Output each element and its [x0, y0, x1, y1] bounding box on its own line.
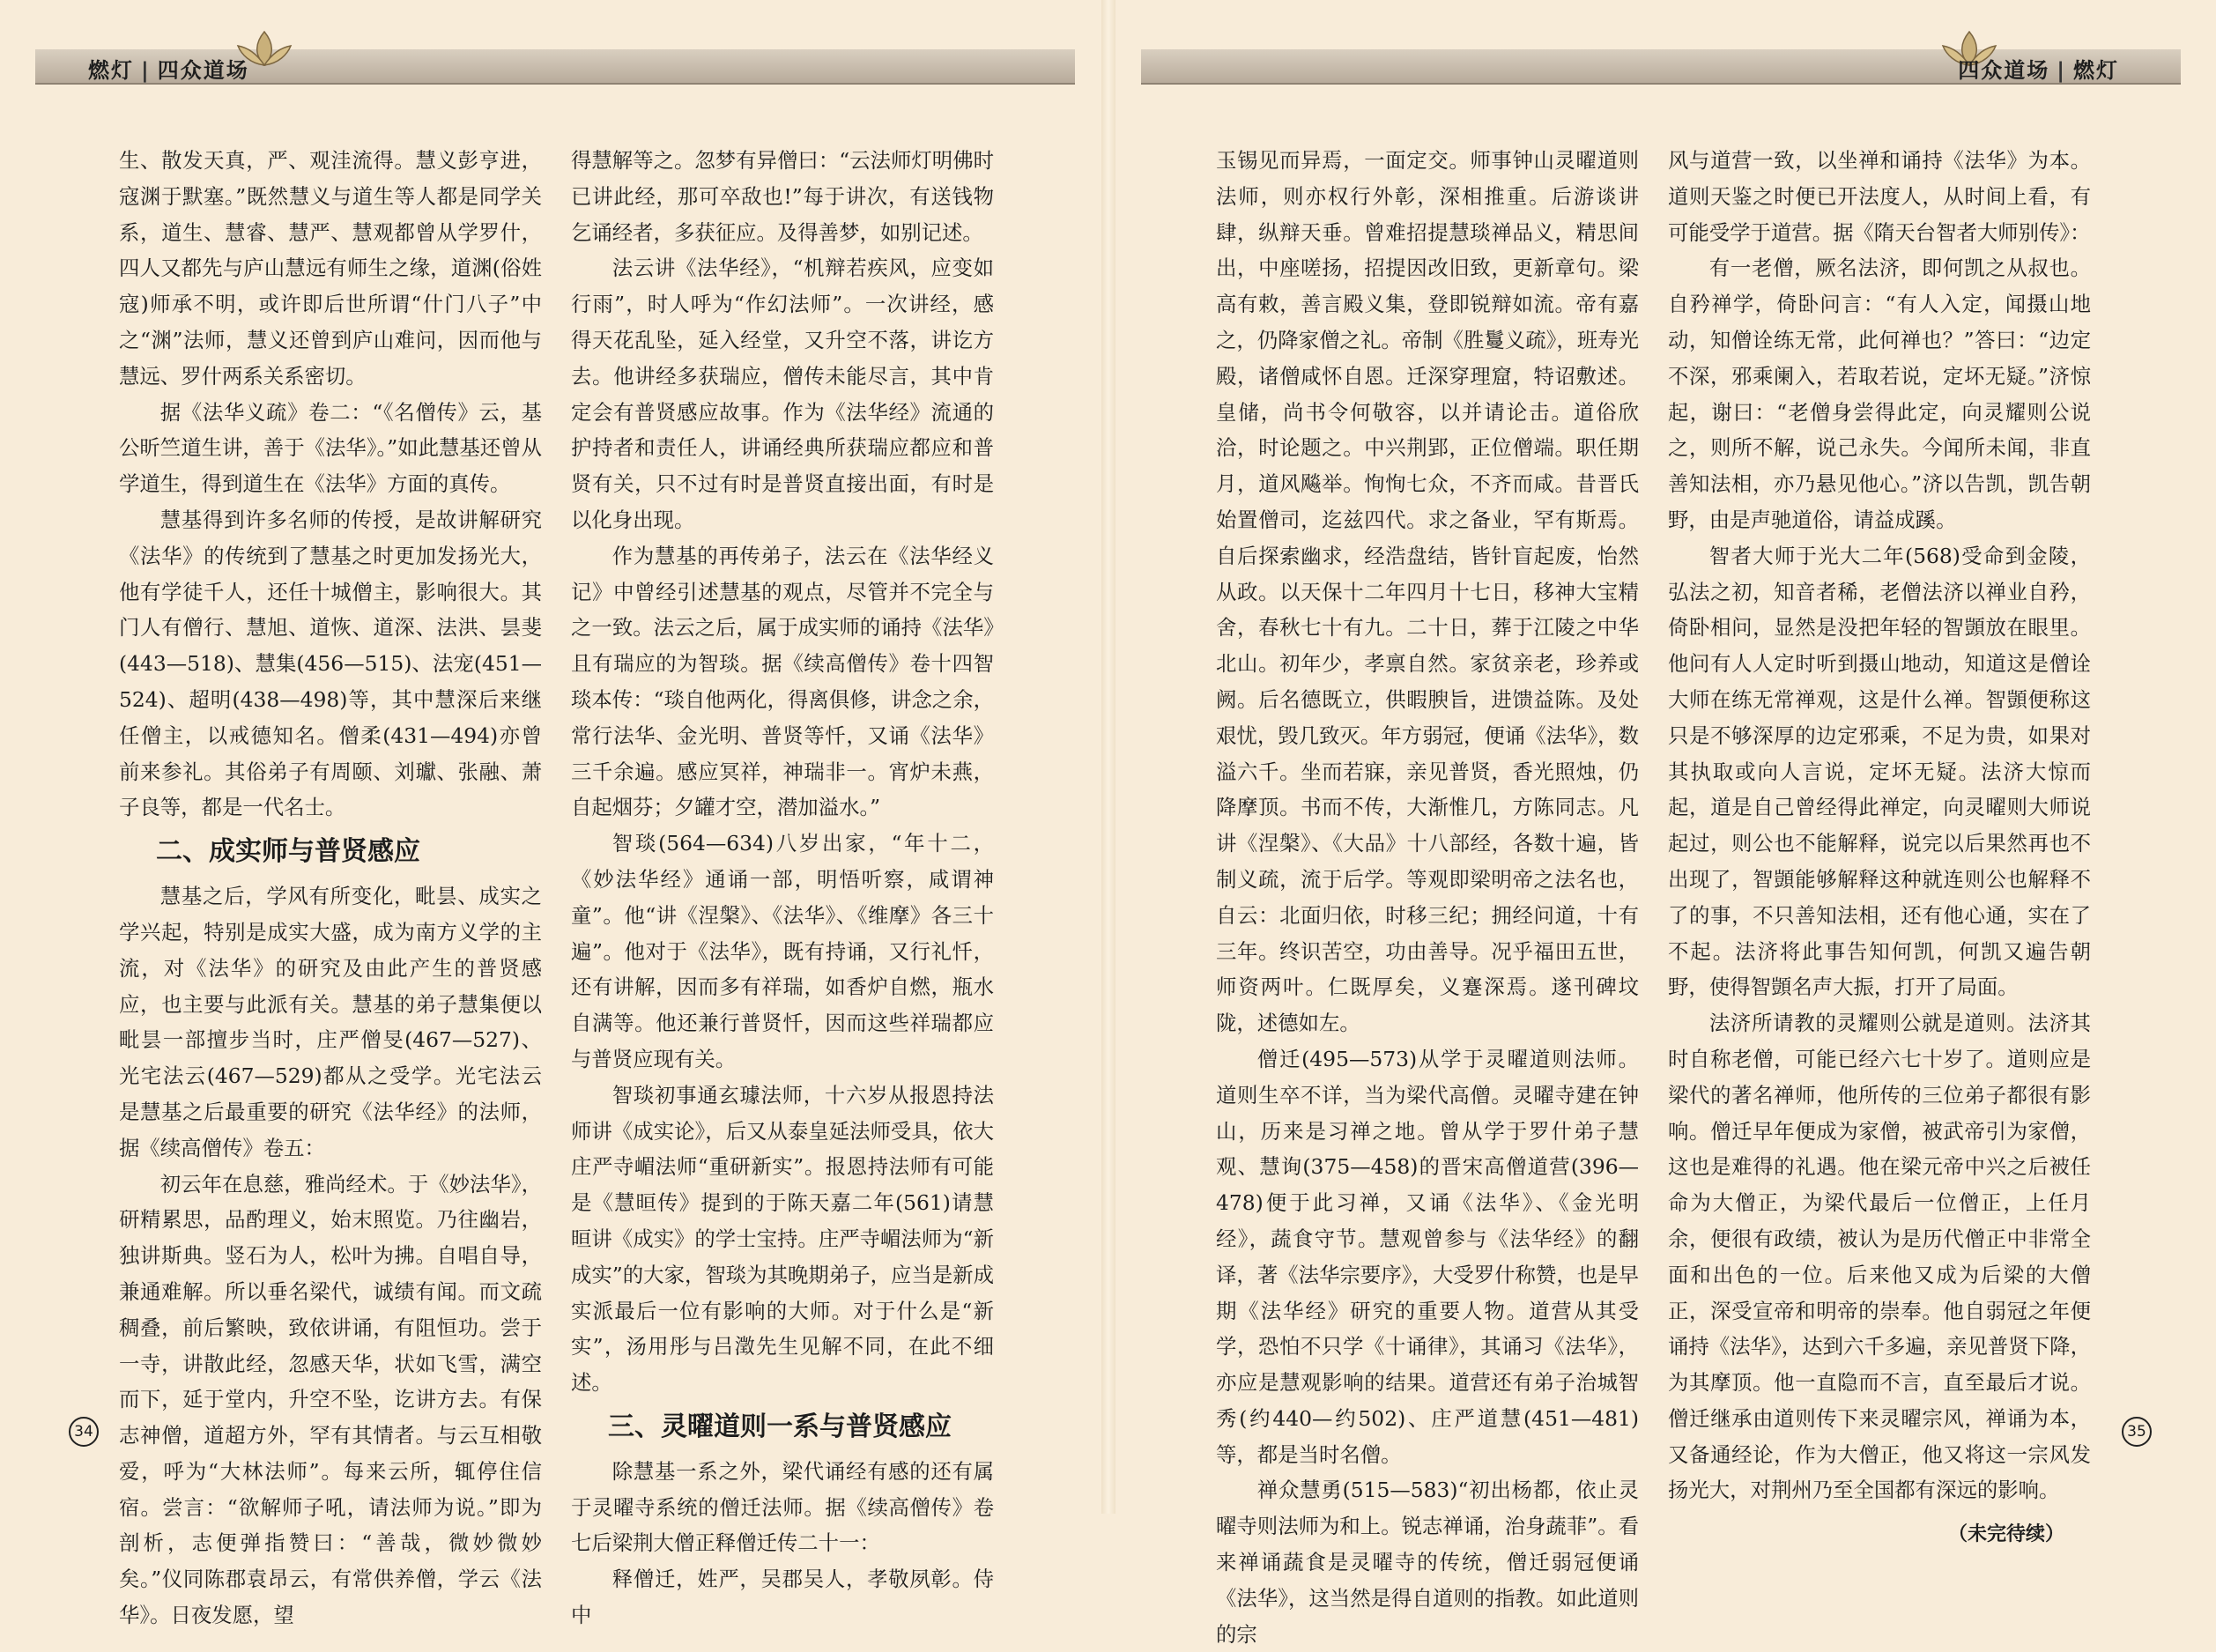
header-left-title — [88, 53, 249, 84]
quote-paragraph: 有一老僧，厥名法济，即何凯之从叔也。自矜禅学，倚卧问言：“有人入定，闻摄山地动，知僧诠练无常，此何禅也？”答曰：“边定不深，邪乘阑入，若取若说，定坏无疑。”济惊起，谢曰：“老僧身尝得此定，向灵耀则公说之，则所不解，说己永失。今闻所未闻，非直善知法相，亦乃悬见他心。”济以告凯，凯告朝野，由是声驰道俗，请益成蹊。 — [1668, 256, 2091, 532]
header-right-b: 燃灯 — [2073, 58, 2119, 83]
header-sep: | — [2057, 58, 2066, 83]
paragraph: 慧基之后，学风有所变化，毗昙、成实之学兴起，特别是成实大盛，成为南方义学的主流，对《法华》的研究及由此产生的普贤感应，也主要与此派有关。慧基的弟子慧集便以毗昙一部擅步当时，庄严僧旻(467—527)、光宅法云(467—529)都从之受学。光宅法云是慧基之后最重要的研究《法华经》的法师，据《续高僧传》卷五： — [119, 884, 542, 1160]
lotus-ornament-icon — [229, 25, 300, 78]
page-gutter — [1101, 0, 1115, 1514]
paragraph: 禅众慧勇(515—583)“初出杨都，依止灵曜寺则法师为和上。锐志禅诵，治身蔬菲”。看来禅诵蔬食是灵曜寺的传统，僧迁弱冠便诵《法华》，这当然是得自道则的指教。如此道则的宗 — [1216, 1478, 1639, 1647]
to-be-continued: （未完待续） — [1947, 1523, 2064, 1546]
paragraph: 法云讲《法华经》，“机辩若疾风，应变如行雨”，时人呼为“作幻法师”。一次讲经，感得天花乱坠，延入经堂，又升空不落，讲讫方去。他讲经多获瑞应，僧传未能尽言，其中肯定会有普贤感应故事。作为《法华经》流通的护持者和责任人，讲诵经典所获瑞应都应和普贤有关，只不过有时是普贤直接出面，有时是以化身出现。 — [571, 256, 994, 532]
header-right-title — [1958, 53, 2119, 84]
paragraph: 僧迁(495—573)从学于灵曜道则法师。道则生卒不详，当为梁代高僧。灵曜寺建在钟山，历来是习禅之地。曾从学于罗什弟子慧观、慧询(375—458)的晋宋高僧道营(396—478)便于此习禅，又诵《法华》、《金光明经》，蔬食守节。慧观曾参与《法华经》的翻译，著《法华宗要序》，大受罗什称赞，也是早期《法华经》研究的重要人物。道营从其受学，恐怕不只学《十诵律》，其诵习《法华》，亦应是慧观影响的结果。道营还有弟子治城智秀(约440—约502)、庄严道慧(451—481)等，都是当时名僧。 — [1216, 1046, 1639, 1467]
section-heading: 三、灵曜道则一系与普贤感应 — [608, 1411, 952, 1442]
paragraph: 风与道营一致，以坐禅和诵持《法华》为本。道则天鉴之时便已开法度人，从时间上看，有可能受学于道营。据《隋天台智者大师别传》： — [1668, 148, 2091, 245]
page-number-left: 34 — [69, 1417, 99, 1447]
paragraph: 据《法华义疏》卷二：“《名僧传》云，基公昕竺道生讲，善于《法华》。”如此慧基还曾从学道生，得到道生在《法华》方面的真传。 — [119, 399, 542, 497]
paragraph: 智者大师于光大二年(568)受命到金陵，弘法之初，知音者稀，老僧法济以禅业自矜，倚卧相问，显然是没把年轻的智顗放在眼里。他问有人人定时听到摄山地动，知道这是僧诠大师在练无常禅观，这是什么禅。智顗便称这只是不够深厚的边定邪乘，不足为贵，如果对其执取或向人言说，定坏无疑。法济大惊而起，道是自己曾经得此禅定，向灵曜则大师说起过，则公也不能解释，说完以后果然再也不出现了，智顗能够解释这种就连则公也解释不了的事，不只善知法相，还有他心通，实在了不起。法济将此事告知何凯，何凯又遍告朝野，使得智顗名声大振，打开了局面。 — [1668, 543, 2091, 1000]
paragraph: 除慧基一系之外，梁代诵经有感的还有属于灵曜寺系统的僧迁法师。据《续高僧传》卷七后梁荆大僧正释僧迁传二十一： — [571, 1458, 994, 1556]
header-left-b: 四众道场 — [157, 58, 249, 83]
paragraph: 生、散发天真，严、观洼流得。慧义彭亨进，寇渊于默塞。”既然慧义与道生等人都是同学关系，道生、慧睿、慧严、慧观都曾从学罗什，四人又都先与庐山慧远有师生之缘，道渊(俗姓寇)师承不明，或许即后世所谓“什门八子”中之“渊”法师，慧义还曾到庐山难问，因而他与慧远、罗什两系关系密切。 — [119, 148, 542, 389]
paragraph: 慧基得到许多名师的传授，是故讲解研究《法华》的传统到了慧基之时更加发扬光大，他有学徒千人，还任十城僧主，影响很大。其门人有僧行、慧旭、道恢、道深、法洪、昙斐(443—518)、慧集(456—515)、法宠(451—524)、超明(438—498)等，其中慧深后来继任僧主，以戒德知名。僧柔(431—494)亦曾前来参礼。其俗弟子有周颐、刘瓛、张融、萧子良等，都是一代名士。 — [119, 507, 542, 820]
header-sep: | — [141, 58, 151, 83]
paragraph: 玉锡见而异焉，一面定交。师事钟山灵曜道则法师，则亦权行外彰，深相推重。后游谈讲肆，纵辩天垂。曾难招提慧琰禅品义，精思间出，中座嗟扬，招提因改旧致，更新章句。梁高有敕，善言殿义集，登即锐辩如流。帝有嘉之，仍降家僧之礼。帝制《胜鬘义疏》，班寿光殿，诸僧咸怀自恩。迁深穿理窟，特诏敷述。皇储，尚书令何敬容，以并请论击。道俗欣洽，时论题之。中兴荆郢，正位僧端。职任期月，道风飚举。恂恂七众，不齐而咸。昔晋氏始置僧司，迄兹四代。求之备业，罕有斯焉。自后探索幽求，经浩盘结，皆针盲起废，怡然从政。以天保十二年四月十七日，移神大宝精舍，春秋七十有九。二十日，葬于江陵之中华北山。初年少，孝禀自然。家贫亲老，珍养或阙。后名德既立，供暇腴旨，进馈益陈。及处艰忧，毁几致灭。年方弱冠，便诵《法华》，数溢六千。坐而若寐，亲见普贤，香光照烛，仍降摩顶。书而不传，大渐惟几，方陈同志。凡讲《涅槃》、《大品》十八部经，各数十遍，皆制义疏，流于后学。等观即梁明帝之法名也，自云：北面归依，时移三纪；拥经问道，十有三年。终识苦空，功由善导。况乎福田五世，师资两叶。仁既厚矣，义蹇深焉。遂刊碑坟陇，述德如左。 — [1216, 148, 1639, 1036]
header-left — [35, 49, 1075, 85]
paragraph: 智琰(564—634)八岁出家，“年十二，《妙法华经》通诵一部，明悟听察，咸谓神童”。他“讲《涅槃》、《法华》、《维摩》各三十遍”。他对于《法华》，既有持诵，又行礼忏，还有讲解，因而多有祥瑞，如香炉自燃，瓶水自满等。他还兼行普贤忏，因而这些祥瑞都应与普贤应现有关。 — [571, 831, 994, 1071]
paragraph: 作为慧基的再传弟子，法云在《法华经义记》中曾经引述慧基的观点，尽管并不完全与之一致。法云之后，属于成实师的诵持《法华》且有瑞应的为智琰。据《续高僧传》卷十四智琰本传：“琰自他两化，得离俱修，讲念之余，常行法华、金光明、普贤等忏，又诵《法华》三千余遍。感应冥祥，神瑞非一。宵炉未燕，自起烟芬；夕罐才空，潜加溢水。” — [571, 543, 994, 820]
header-right — [1141, 49, 2181, 85]
section-heading: 二、成实师与普贤感应 — [156, 836, 420, 868]
column-3 — [1216, 143, 1639, 1652]
column-2 — [571, 143, 994, 1633]
paragraph: 智琰初事通玄璩法师，十六岁从报恩持法师讲《成实论》，后又从泰皇延法师受具，依大庄严寺嵋法师“重研新实”。报恩持法师有可能是《慧晅传》提到的于陈天嘉二年(561)请慧晅讲《成实》的学士宝持。庄严寺嵋法师为“新成实”的大家，智琰为其晚期弟子，应当是新成实派最后一位有影响的大师。对于什么是“新实”，汤用彤与吕澂先生见解不同，在此不细述。 — [571, 1082, 994, 1396]
column-4 — [1668, 143, 2091, 1553]
paragraph: 得慧解等之。忽梦有异僧曰：“云法师灯明佛时已讲此经，那可卒敌也!”每于讲次，有送钱物乞诵经者，多获征应。及得善梦，如别记述。 — [571, 148, 994, 245]
paragraph: 法济所请教的灵耀则公就是道则。法济其时自称老僧，可能已经六七十岁了。道则应是梁代的著名禅师，他所传的三位弟子都很有影响。僧迁早年便成为家僧，被武帝引为家僧，这也是难得的礼遇。他在梁元帝中兴之后被任命为大僧正，为梁代最后一位僧正，上任月余，便很有政绩，被认为是历代僧正中非常全面和出色的一位。后来他又成为后梁的大僧正，深受宣帝和明帝的崇奉。他自弱冠之年便诵持《法华》，达到六千多遍，亲见普贤下降，为其摩顶。他一直隐而不言，直至最后才说。僧迁继承由道则传下来灵曜宗风，禅诵为本，又备通经论，作为大僧正，他又将这一宗风发扬光大，对荆州乃至全国都有深远的影响。 — [1668, 1011, 2091, 1503]
header-right-a: 四众道场 — [1958, 58, 2050, 83]
quote-paragraph: 释僧迁，姓严，吴郡吴人，孝敬夙彰。侍中 — [571, 1567, 994, 1628]
page-number-right: 35 — [2122, 1417, 2152, 1447]
quote-paragraph: 初云年在息慈，雅尚经术。于《妙法华》，研精累思，品酌理义，始末照览。乃往幽岩，独讲斯典。竖石为人，松叶为拂。自唱自导，兼通难解。所以垂名梁代，诚绩有闻。而文疏稠叠，前后繁映，致依讲诵，有阻恒功。尝于一寺，讲散此经，忽感天华，状如飞雪，满空而下，延于堂内，升空不坠，讫讲方去。有保志神僧，道超方外，罕有其情者。与云互相敬爱，呼为“大林法师”。每来云所，辄停住信宿。尝言：“欲解师子吼，请法师为说。”即为剖析，志便弹指赞曰：“善哉，微妙微妙矣。”仪同陈郡袁昂云，有常供养僧，学云《法华》。日夜发愿，望 — [119, 1171, 542, 1628]
column-1 — [119, 143, 542, 1633]
header-left-a: 燃灯 — [88, 58, 134, 83]
